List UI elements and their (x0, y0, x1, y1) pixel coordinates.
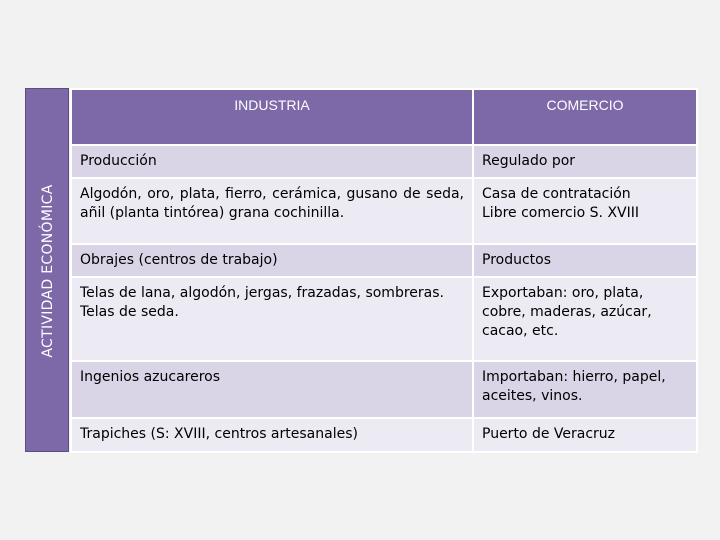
table-row (71, 178, 697, 244)
cell-comercio: Puerto de Veracruz (473, 418, 697, 452)
header-comercio: COMERCIO (473, 89, 697, 145)
cell-comercio: Casa de contratación Libre comercio S. XVIII (473, 178, 697, 244)
cell-comercio: Exportaban: oro, plata, cobre, maderas, azúcar, cacao, etc. (473, 277, 697, 361)
header-row (71, 89, 697, 145)
cell-industria: Telas de lana, algodón, jergas, frazadas, sombreras. Telas de seda. (71, 277, 473, 361)
table-row (71, 361, 697, 418)
side-label: ACTIVIDAD ECONÓMICA (40, 184, 56, 358)
cell-comercio: Productos (473, 244, 697, 277)
cell-industria: Ingenios azucareros (71, 361, 473, 418)
cell-industria: Producción (71, 145, 473, 178)
table-row (71, 145, 697, 178)
table-row (71, 244, 697, 277)
header-industria: INDUSTRIA (71, 89, 473, 145)
cell-industria: Algodón, oro, plata, fierro, cerámica, gusano de seda, añil (planta tintórea) grana cochinilla. (71, 178, 473, 244)
cell-comercio: Importaban: hierro, papel, aceites, vinos. (473, 361, 697, 418)
side-band (25, 88, 69, 452)
cell-industria: Obrajes (centros de trabajo) (71, 244, 473, 277)
economy-table (70, 88, 698, 453)
table-row (71, 418, 697, 452)
cell-industria: Trapiches (S: XVIII, centros artesanales) (71, 418, 473, 452)
table-row (71, 277, 697, 361)
cell-comercio: Regulado por (473, 145, 697, 178)
